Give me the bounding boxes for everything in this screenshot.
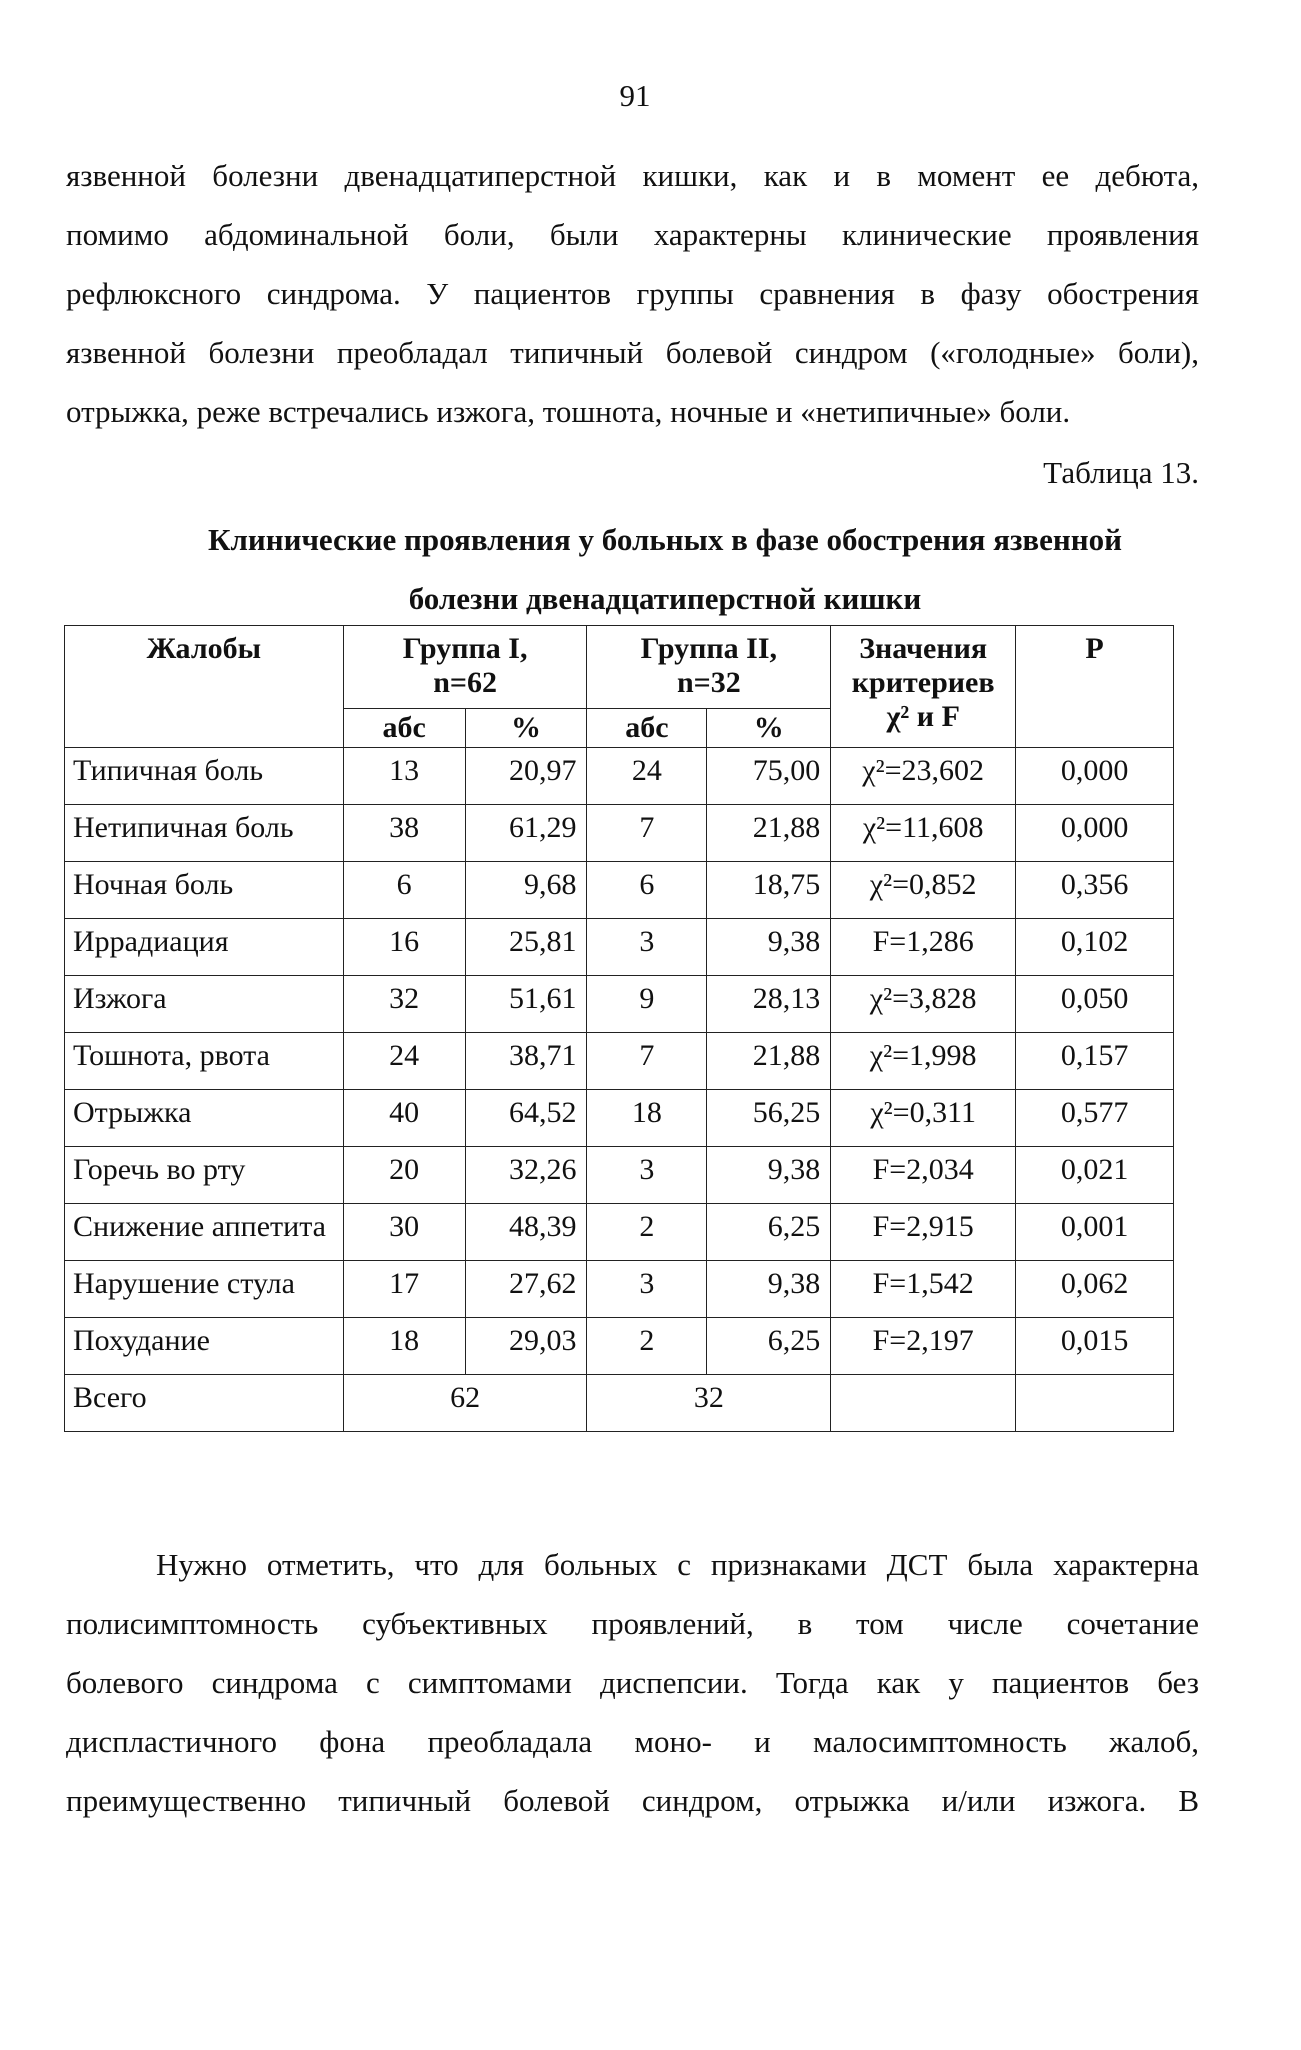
table-row [65,862,1174,919]
table-cell-crit: χ²=3,828 [831,976,1016,1033]
table-cell-g2-pct: 9,38 [707,919,831,976]
table-cell-name: Тошнота, рвота [65,1033,344,1090]
table-cell-g2-pct: 18,75 [707,862,831,919]
total-cell-name: Всего [65,1375,344,1432]
table-cell-g1-abs: 30 [343,1204,465,1261]
text-line: язвенной болезни двенадцатиперстной кишки, как и в момент ее дебюта, [66,158,1199,193]
text-line: язвенной болезни преобладал типичный болевой синдром («голодные» боли), [66,335,1199,370]
table-cell-g1-abs: 20 [343,1147,465,1204]
header-p: P [1016,626,1174,748]
table-row [65,1033,1174,1090]
text-line: рефлюксного синдрома. У пациентов группы сравнения в фазу обострения [66,276,1199,311]
table-cell-g2-abs: 6 [587,862,707,919]
table-row [65,976,1174,1033]
table-label: Таблица 13. [1043,455,1199,490]
total-cell-empty [831,1375,1016,1432]
table-cell-p: 0,021 [1016,1147,1174,1204]
page-number: 91 [619,78,651,113]
table-header-row [65,626,1174,709]
table-row [65,748,1174,805]
text-line: диспластичного фона преобладала моно- и малосимптомность жалоб, [66,1724,1199,1759]
table-row [65,805,1174,862]
table-cell-g1-pct: 29,03 [465,1318,587,1375]
table-cell-name: Снижение аппетита [65,1204,344,1261]
table-row [65,919,1174,976]
table-cell-g2-pct: 28,13 [707,976,831,1033]
table-cell-name: Типичная боль [65,748,344,805]
table-cell-g1-abs: 17 [343,1261,465,1318]
total-cell-empty [1016,1375,1174,1432]
table-cell-g1-abs: 13 [343,748,465,805]
table-cell-g1-abs: 6 [343,862,465,919]
table-cell-g2-pct: 56,25 [707,1090,831,1147]
table-cell-p: 0,050 [1016,976,1174,1033]
table-cell-crit: F=1,286 [831,919,1016,976]
table-cell-g2-abs: 7 [587,1033,707,1090]
text-line: отрыжка, реже встречались изжога, тошнота, ночные и «нетипичные» боли. [66,394,1071,429]
table-cell-name: Горечь во рту [65,1147,344,1204]
table-cell-g1-abs: 40 [343,1090,465,1147]
text-line: помимо абдоминальной боли, были характерны клинические проявления [66,217,1199,252]
table-cell-p: 0,577 [1016,1090,1174,1147]
table-title-line: Клинические проявления у больных в фазе обострения язвенной [207,522,1123,557]
table-cell-g1-pct: 51,61 [465,976,587,1033]
table-cell-g1-pct: 9,68 [465,862,587,919]
table-cell-name: Похудание [65,1318,344,1375]
total-cell-g2: 32 [587,1375,831,1432]
table-cell-g2-pct: 6,25 [707,1204,831,1261]
table-row [65,1318,1174,1375]
table-cell-g2-abs: 7 [587,805,707,862]
complaints-table [64,625,1174,1432]
table-cell-name: Нарушение стула [65,1261,344,1318]
table-cell-g2-abs: 2 [587,1204,707,1261]
table-title-line: болезни двенадцатиперстной кишки [408,581,922,616]
table-cell-g1-pct: 64,52 [465,1090,587,1147]
table-cell-g1-pct: 25,81 [465,919,587,976]
table-cell-g1-pct: 38,71 [465,1033,587,1090]
table-cell-g2-abs: 3 [587,1147,707,1204]
table-cell-crit: F=2,915 [831,1204,1016,1261]
header-g2-abs: абс [587,709,707,748]
table-cell-g2-abs: 18 [587,1090,707,1147]
table-cell-crit: χ²=0,852 [831,862,1016,919]
total-cell-g1: 62 [343,1375,587,1432]
table-cell-g1-pct: 61,29 [465,805,587,862]
text-line: болевого синдрома с симптомами диспепсии. Тогда как у пациентов без [66,1665,1199,1700]
table-cell-g2-abs: 2 [587,1318,707,1375]
table-cell-p: 0,000 [1016,805,1174,862]
header-group1: Группа I, n=62 [343,626,587,709]
text-line: преимущественно типичный болевой синдром, отрыжка и/или изжога. В [66,1783,1199,1818]
table-cell-g2-pct: 9,38 [707,1261,831,1318]
table-cell-g2-abs: 9 [587,976,707,1033]
table-cell-g1-pct: 32,26 [465,1147,587,1204]
table-cell-crit: χ²=1,998 [831,1033,1016,1090]
table-cell-name: Ночная боль [65,862,344,919]
table-row [65,1090,1174,1147]
table-cell-p: 0,000 [1016,748,1174,805]
table-cell-g2-pct: 6,25 [707,1318,831,1375]
table-cell-name: Отрыжка [65,1090,344,1147]
table-cell-p: 0,015 [1016,1318,1174,1375]
table-cell-name: Нетипичная боль [65,805,344,862]
table-cell-g2-pct: 21,88 [707,805,831,862]
table-cell-crit: χ²=11,608 [831,805,1016,862]
table-row [65,1261,1174,1318]
table-cell-p: 0,157 [1016,1033,1174,1090]
table-row [65,1147,1174,1204]
table-cell-p: 0,102 [1016,919,1174,976]
table-cell-crit: χ²=23,602 [831,748,1016,805]
table-cell-g2-abs: 24 [587,748,707,805]
table-cell-p: 0,062 [1016,1261,1174,1318]
table-cell-p: 0,001 [1016,1204,1174,1261]
table-cell-crit: χ²=0,311 [831,1090,1016,1147]
text-line: Нужно отметить, что для больных с признаками ДСТ была характерна [156,1547,1199,1582]
header-g1-pct: % [465,709,587,748]
table-cell-p: 0,356 [1016,862,1174,919]
table-cell-g2-abs: 3 [587,919,707,976]
table-cell-g2-pct: 21,88 [707,1033,831,1090]
header-complaints: Жалобы [65,626,344,748]
table-cell-name: Иррадиация [65,919,344,976]
table-title [60,510,1270,628]
table-cell-g1-pct: 48,39 [465,1204,587,1261]
table-cell-crit: F=2,197 [831,1318,1016,1375]
table-cell-crit: F=1,542 [831,1261,1016,1318]
table-cell-g2-abs: 3 [587,1261,707,1318]
table-cell-g1-abs: 38 [343,805,465,862]
table-cell-g1-abs: 32 [343,976,465,1033]
table-cell-g2-pct: 75,00 [707,748,831,805]
table-row [65,1204,1174,1261]
table-cell-g2-pct: 9,38 [707,1147,831,1204]
header-criteria: Значения критериев χ² и F [831,626,1016,748]
table-total-row [65,1375,1174,1432]
header-group2: Группа II, n=32 [587,626,831,709]
table-cell-g1-abs: 18 [343,1318,465,1375]
header-g2-pct: % [707,709,831,748]
paragraph-intro [66,146,1199,441]
paragraph-conclusion [66,1535,1199,1830]
table-cell-g1-abs: 16 [343,919,465,976]
table-cell-g1-pct: 27,62 [465,1261,587,1318]
header-g1-abs: абс [343,709,465,748]
table-cell-g1-pct: 20,97 [465,748,587,805]
text-line: полисимптомность субъективных проявлений, в том числе сочетание [66,1606,1199,1641]
table-cell-g1-abs: 24 [343,1033,465,1090]
table-cell-crit: F=2,034 [831,1147,1016,1204]
table-cell-name: Изжога [65,976,344,1033]
